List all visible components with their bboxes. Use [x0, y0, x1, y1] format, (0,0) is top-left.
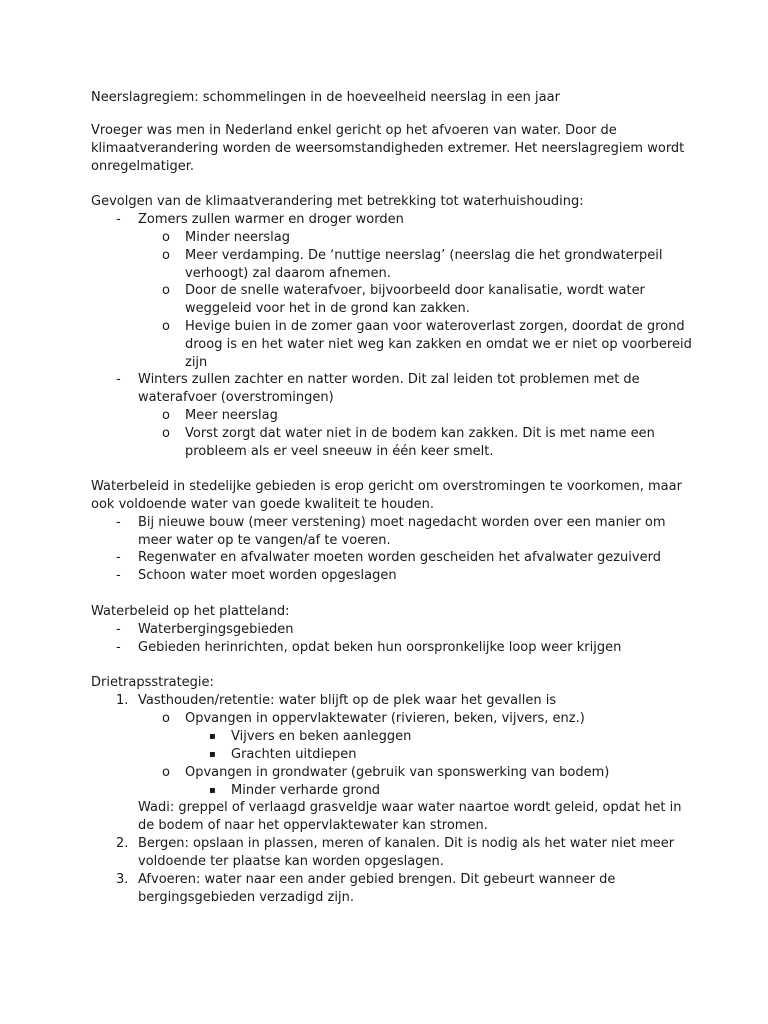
dash-marker: - — [116, 550, 121, 565]
section-heading-gevolgen: Gevolgen van de klimaatverandering met betrekking tot waterhuishouding: — [91, 194, 584, 209]
list-item-winters: waterafvoer (overstromingen) — [138, 390, 334, 405]
square-bullet-icon: ▪ — [209, 785, 216, 796]
paragraph-stedelijk: ook voldoende water van goede kwaliteit te houden. — [91, 497, 435, 512]
page-title: Neerslagregiem: schommelingen in de hoeveelheid neerslag in een jaar — [91, 90, 560, 105]
circle-marker: o — [162, 711, 170, 726]
number-marker: 2. — [116, 836, 129, 851]
dash-marker: - — [116, 372, 121, 387]
intro-line: onregelmatiger. — [91, 159, 194, 174]
circle-marker: o — [162, 408, 170, 423]
sub-item: probleem als er veel sneeuw in één keer smelt. — [185, 444, 494, 459]
list-item: meer water op te vangen/af te voeren. — [138, 533, 391, 548]
dash-marker: - — [116, 622, 121, 637]
section-heading-platteland: Waterbeleid op het platteland: — [91, 604, 290, 619]
list-item-winters: Winters zullen zachter en natter worden. Dit zal leiden tot problemen met de — [138, 372, 640, 387]
list-item: Waterbergingsgebieden — [138, 622, 294, 637]
intro-line: Vroeger was men in Nederland enkel gericht op het afvoeren van water. Door de — [91, 123, 617, 138]
square-bullet-icon: ▪ — [209, 731, 216, 742]
list-item: Gebieden herinrichten, opdat beken hun oorspronkelijke loop weer krijgen — [138, 640, 622, 655]
sub-item: weggeleid voor het in de grond kan zakken. — [185, 301, 470, 316]
sub-item: Opvangen in oppervlaktewater (rivieren, beken, vijvers, enz.) — [185, 711, 585, 726]
sub-item: Meer verdamping. De ‘nuttige neerslag’ (neerslag die het grondwaterpeil — [185, 248, 663, 263]
sub-item: zijn — [185, 355, 208, 370]
sub-item: Meer neerslag — [185, 408, 278, 423]
sub-item: Vorst zorgt dat water niet in de bodem kan zakken. Dit is met name een — [185, 426, 655, 441]
dash-marker: - — [116, 568, 121, 583]
list-item-zomers: Zomers zullen warmer en droger worden — [138, 212, 404, 227]
dash-marker: - — [116, 212, 121, 227]
sub-sub-item: Grachten uitdiepen — [231, 747, 357, 762]
sub-item: Minder neerslag — [185, 230, 290, 245]
sub-item: Door de snelle waterafvoer, bijvoorbeeld door kanalisatie, wordt water — [185, 283, 645, 298]
circle-marker: o — [162, 283, 170, 298]
sub-sub-item: Vijvers en beken aanleggen — [231, 729, 412, 744]
number-marker: 1. — [116, 693, 129, 708]
intro-line: klimaatverandering worden de weersomstandigheden extremer. Het neerslagregiem wordt — [91, 141, 685, 156]
numbered-item: Bergen: opslaan in plassen, meren of kanalen. Dit is nodig als het water niet meer — [138, 836, 675, 851]
square-bullet-icon: ▪ — [209, 749, 216, 760]
dash-marker: - — [116, 640, 121, 655]
numbered-item: Vasthouden/retentie: water blijft op de plek waar het gevallen is — [138, 693, 557, 708]
sub-item: droog is en het water niet weg kan zakken en omdat we er niet op voorbereid — [185, 337, 692, 352]
circle-marker: o — [162, 765, 170, 780]
list-item: Bij nieuwe bouw (meer verstening) moet nagedacht worden over een manier om — [138, 515, 666, 530]
number-marker: 3. — [116, 872, 129, 887]
sub-sub-item: Minder verharde grond — [231, 783, 381, 798]
circle-marker: o — [162, 426, 170, 441]
wadi-definition: de bodem of naar het oppervlaktewater kan stromen. — [138, 818, 488, 833]
numbered-item: voldoende ter plaatse kan worden opgeslagen. — [138, 854, 444, 869]
numbered-item: bergingsgebieden verzadigd zijn. — [138, 890, 354, 905]
numbered-item: Afvoeren: water naar een ander gebied brengen. Dit gebeurt wanneer de — [138, 872, 616, 887]
section-heading-drietraps: Drietrapsstrategie: — [91, 675, 214, 690]
sub-item: verhoogt) zal daarom afnemen. — [185, 266, 391, 281]
paragraph-stedelijk: Waterbeleid in stedelijke gebieden is erop gericht om overstromingen te voorkomen, maar — [91, 479, 682, 494]
wadi-definition: Wadi: greppel of verlaagd grasveldje waar water naartoe wordt geleid, opdat het in — [138, 800, 682, 815]
sub-item: Opvangen in grondwater (gebruik van sponswerking van bodem) — [185, 765, 610, 780]
list-item: Schoon water moet worden opgeslagen — [138, 568, 397, 583]
sub-item: Hevige buien in de zomer gaan voor wateroverlast zorgen, doordat de grond — [185, 319, 685, 334]
list-item: Regenwater en afvalwater moeten worden gescheiden het afvalwater gezuiverd — [138, 550, 661, 565]
circle-marker: o — [162, 230, 170, 245]
dash-marker: - — [116, 515, 121, 530]
circle-marker: o — [162, 319, 170, 334]
circle-marker: o — [162, 248, 170, 263]
